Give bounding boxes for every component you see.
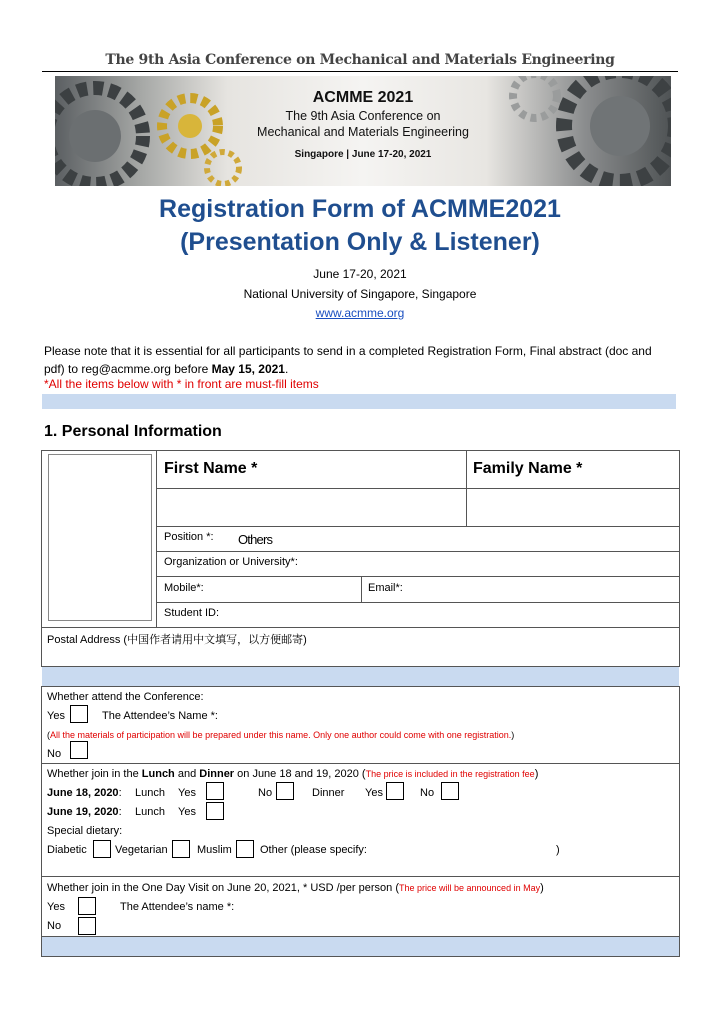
meals-q-c: ) — [534, 768, 539, 780]
banner-acronym: ACMME 2021 — [312, 89, 414, 106]
conference-date: June 17-20, 2021 — [313, 267, 407, 281]
day1-colon: : — [118, 787, 122, 799]
day2-label — [47, 805, 122, 819]
muslim-checkbox[interactable] — [236, 840, 254, 858]
conference-banner — [55, 76, 671, 186]
visit-yes-label: Yes — [47, 901, 65, 913]
grid-line — [156, 602, 680, 603]
grid-line — [156, 526, 680, 527]
day1-label — [47, 786, 122, 800]
day2-lunch-yes-checkbox[interactable] — [206, 802, 224, 820]
website-link[interactable]: www.acmme.org — [315, 306, 405, 320]
attendee-name-label: The Attendee’s Name *: — [102, 710, 218, 722]
diabetic-label: Diabetic — [47, 844, 87, 856]
day1-dinner-no-checkbox[interactable] — [441, 782, 459, 800]
must-fill-note: *All the items below with * in front are must-fill items — [44, 377, 319, 391]
form-title-line-2: (Presentation Only & Listener) — [180, 228, 540, 256]
postal-label-end: ) — [303, 634, 307, 646]
meals-q-dinner: Dinner — [199, 768, 235, 780]
family-name-label: Family Name * — [473, 460, 583, 477]
note-open: ( — [47, 730, 50, 740]
meals-q-a: Whether join in the — [47, 768, 142, 780]
day1-date: June 18, 2020 — [47, 787, 119, 799]
attendee-note-text: All the materials of participation will be prepared under this name. Only one author could come with one registration. — [50, 730, 512, 740]
grid-line — [41, 876, 680, 877]
grid-line — [156, 551, 680, 552]
postal-label-text: Postal Address ( — [47, 634, 128, 646]
day1-lunch-yes-label: Yes — [178, 787, 196, 799]
visit-yes-checkbox[interactable] — [78, 897, 96, 915]
attend-yes-label: Yes — [47, 710, 65, 722]
visit-q-b: ) — [540, 882, 544, 894]
day1-dinner-no-label: No — [420, 787, 435, 799]
meals-q-b: on June 18 and 19, 2020 ( — [234, 768, 366, 780]
diabetic-checkbox[interactable] — [93, 840, 111, 858]
visit-price-note: The price will be announced in May — [399, 883, 541, 893]
meals-price-note: The price is included in the registration fee — [365, 769, 535, 779]
grid-line — [361, 576, 362, 602]
banner-place-date: Singapore | June 17-20, 2021 — [294, 149, 432, 160]
grid-line — [156, 488, 680, 489]
banner-line-1: The 9th Asia Conference on — [285, 109, 441, 123]
grid-line — [41, 627, 680, 628]
divider-band — [42, 394, 676, 409]
mobile-label: Mobile*: — [164, 582, 204, 594]
header-title: The 9th Asia Conference on Mechanical and Materials Engineering — [105, 52, 615, 68]
notice-text: Please note that it is essential for all participants to send in a completed Registration Form, Final abstract (doc and pdf) to reg@acmme.org before — [44, 344, 652, 376]
photo-placeholder[interactable] — [48, 454, 152, 621]
day2-colon: : — [118, 806, 122, 818]
postal-note: 中国作者请用中文填写，以方便邮寄 — [127, 634, 304, 646]
first-name-label: First Name * — [164, 460, 258, 477]
conference-venue: National University of Singapore, Singapore — [243, 287, 477, 301]
day1-dinner-yes-label: Yes — [365, 787, 383, 799]
day1-lunch-yes-checkbox[interactable] — [206, 782, 224, 800]
banner-line-2: Mechanical and Materials Engineering — [257, 125, 469, 139]
attendee-note — [47, 728, 514, 742]
meals-q-lunch: Lunch — [141, 768, 175, 780]
postal-address-label — [47, 633, 307, 647]
attend-question: Whether attend the Conference: — [47, 691, 204, 703]
organization-label: Organization or University*: — [164, 556, 298, 568]
day1-dinner-yes-checkbox[interactable] — [386, 782, 404, 800]
attendance-table — [41, 686, 680, 957]
section-title-personal-info: 1. Personal Information — [44, 423, 222, 440]
student-id-label: Student ID: — [164, 607, 220, 619]
attend-no-label: No — [47, 748, 62, 760]
day1-dinner-label: Dinner — [312, 787, 345, 799]
header-rule — [42, 71, 678, 72]
note-close: ) — [511, 730, 515, 740]
day1-lunch-label: Lunch — [135, 787, 165, 799]
meals-question — [47, 767, 538, 781]
grid-line — [156, 450, 157, 627]
visit-no-checkbox[interactable] — [78, 917, 96, 935]
other-dietary-label: Other (please specify: — [260, 844, 367, 856]
special-dietary-label: Special dietary: — [47, 825, 123, 837]
day1-lunch-no-label: No — [258, 787, 273, 799]
day2-lunch-yes-label: Yes — [178, 806, 196, 818]
vegetarian-label: Vegetarian — [115, 844, 168, 856]
vegetarian-checkbox[interactable] — [172, 840, 190, 858]
muslim-label: Muslim — [197, 844, 232, 856]
divider-band — [42, 667, 679, 686]
other-dietary-close: ) — [556, 844, 560, 856]
day1-lunch-no-checkbox[interactable] — [276, 782, 294, 800]
day2-lunch-label: Lunch — [135, 806, 165, 818]
attend-no-checkbox[interactable] — [70, 741, 88, 759]
grid-line — [41, 936, 680, 937]
visit-q-a: Whether join in the One Day Visit on June 20, 2021, * USD /per person ( — [47, 882, 399, 894]
notice-paragraph — [44, 342, 674, 378]
grid-line — [41, 763, 680, 764]
visit-attendee-name-label: The Attendee’s name *: — [120, 901, 235, 913]
form-title-line-1: Registration Form of ACMME2021 — [159, 195, 561, 223]
notice-deadline: May 15, 2021 — [211, 362, 285, 376]
position-label: Position *: — [164, 531, 214, 543]
visit-question — [47, 881, 544, 895]
notice-end: . — [284, 362, 289, 376]
position-select[interactable]: Others — [238, 532, 273, 547]
grid-line — [156, 576, 680, 577]
divider-band — [42, 937, 679, 956]
day2-date: June 19, 2020 — [47, 806, 119, 818]
visit-no-label: No — [47, 920, 62, 932]
attend-yes-checkbox[interactable] — [70, 705, 88, 723]
email-label: Email*: — [368, 582, 403, 594]
website-line — [0, 306, 720, 320]
meals-q-and: and — [174, 768, 200, 780]
